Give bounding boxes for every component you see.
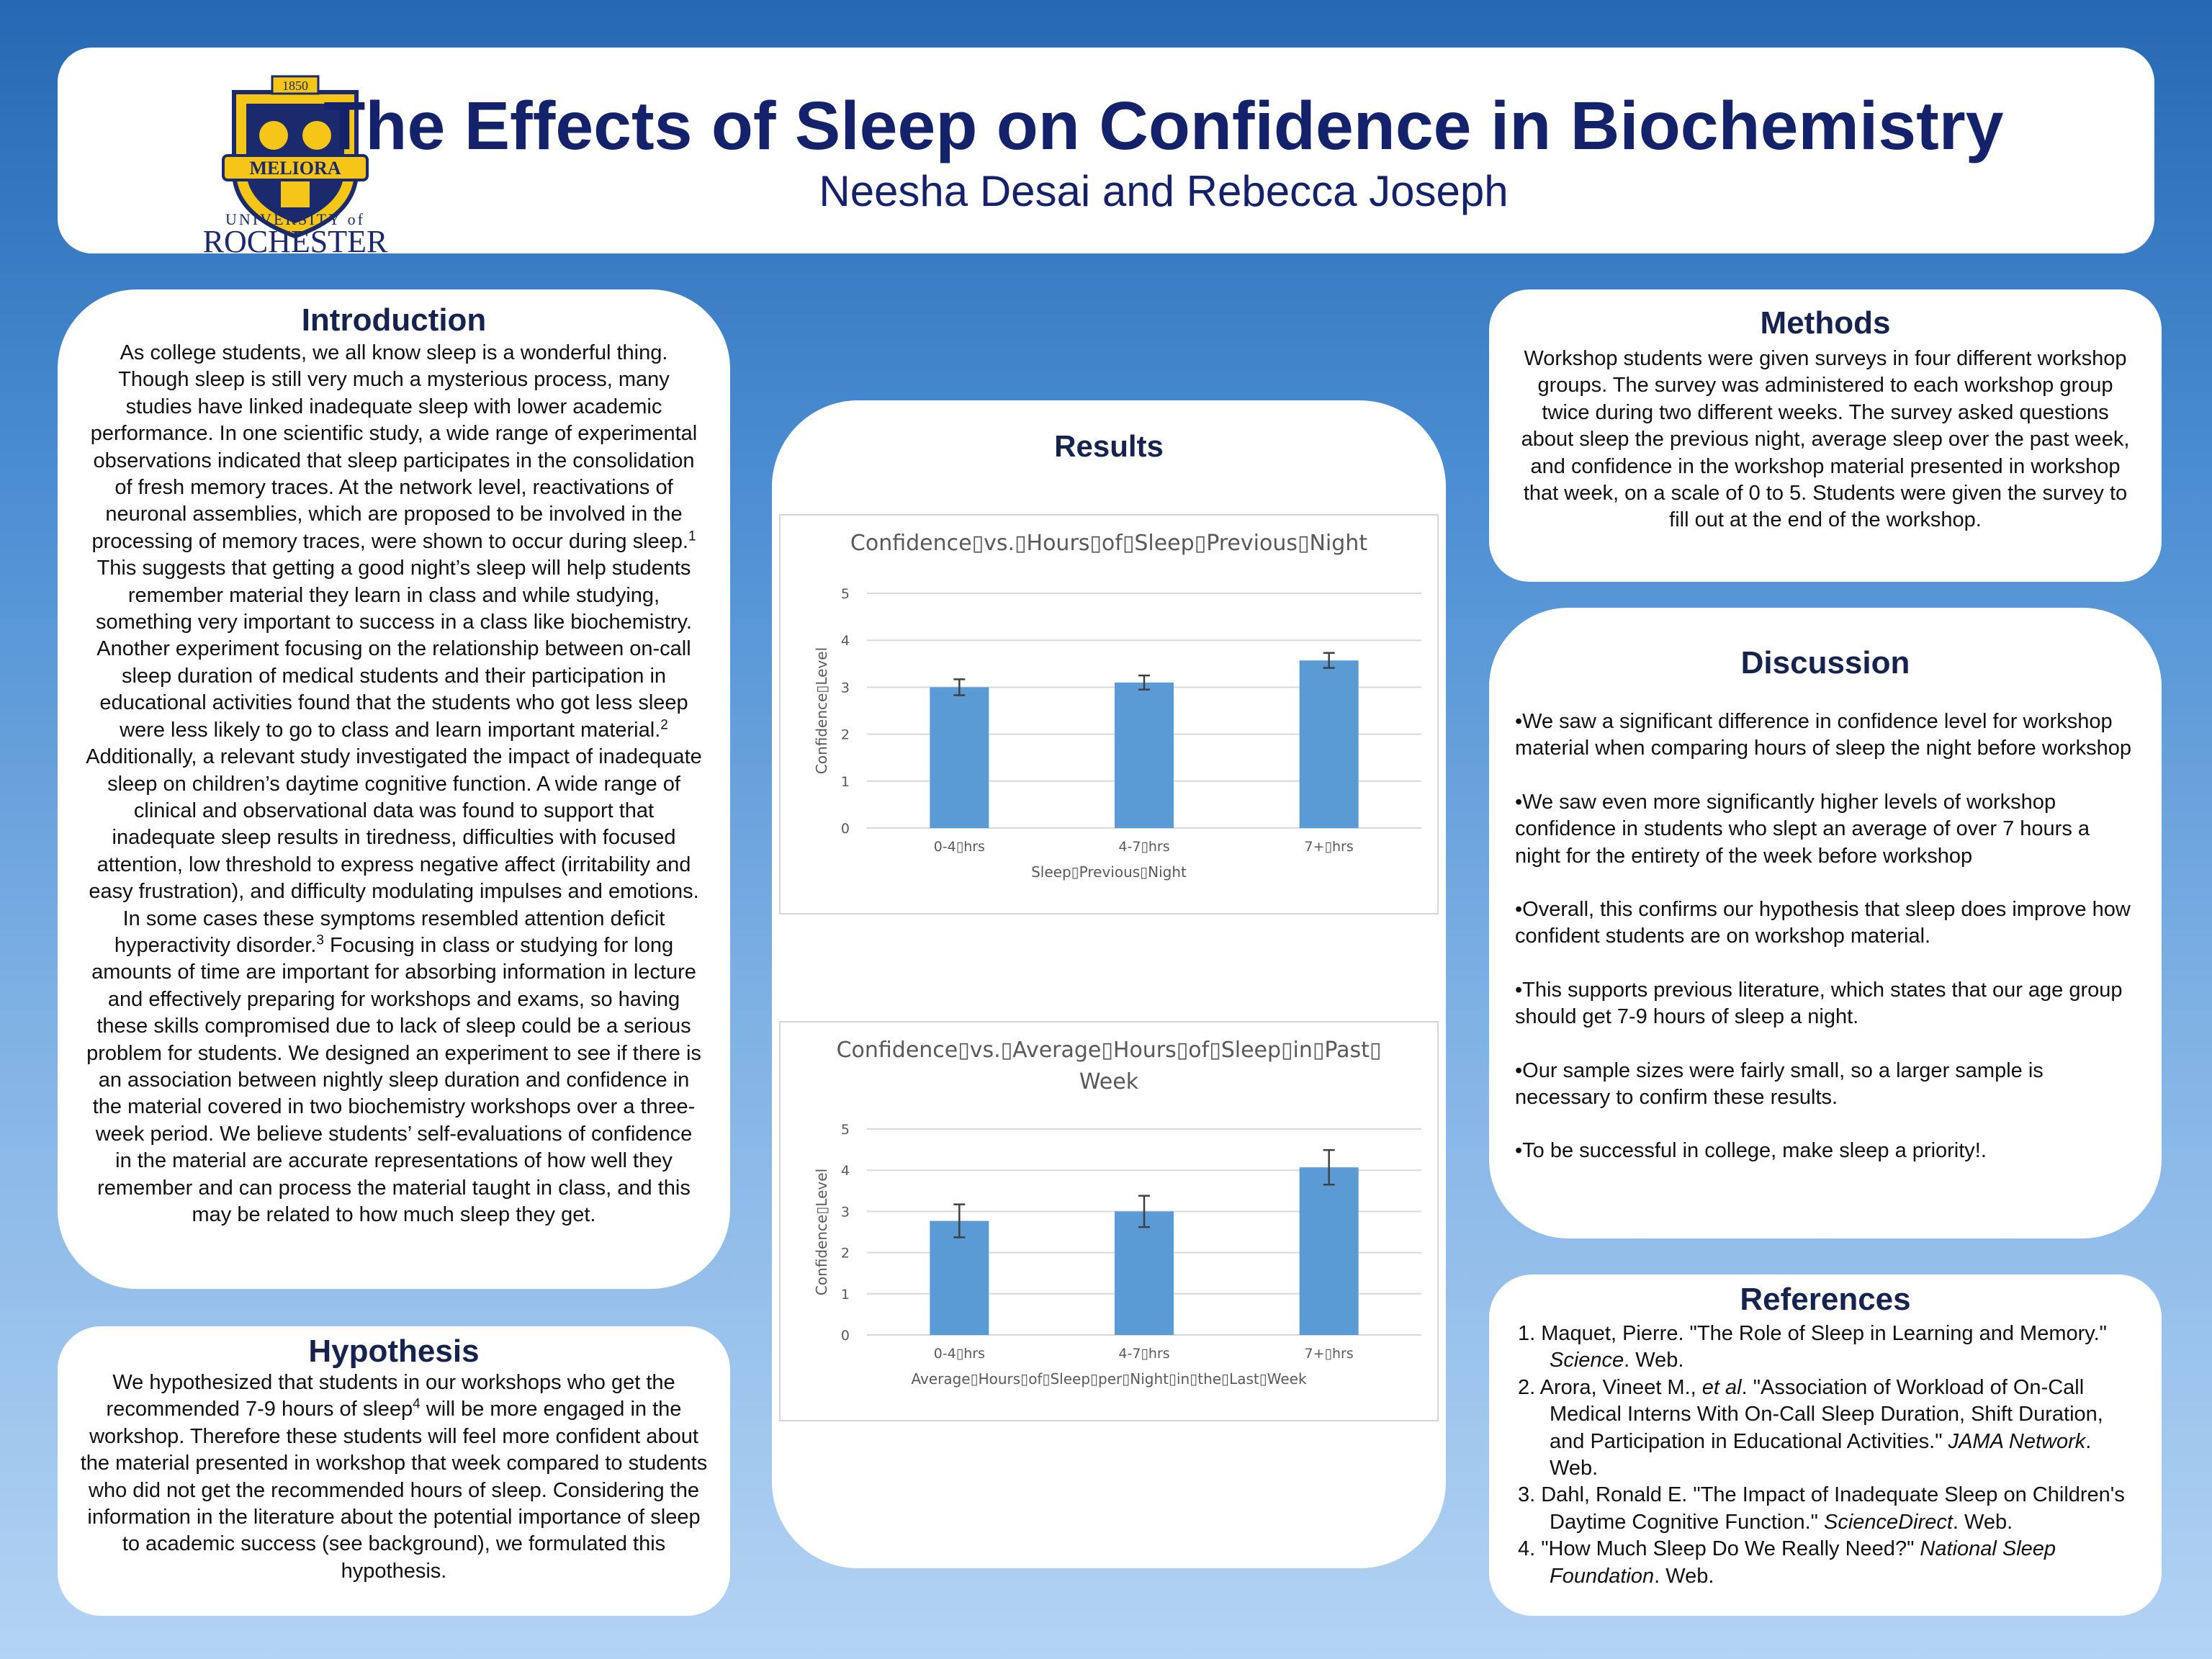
introduction-panel: [58, 289, 730, 1289]
results-heading: Results: [1054, 429, 1164, 463]
ref-text: . Web.: [1654, 1564, 1714, 1588]
y-tick-label: 0: [840, 1328, 850, 1344]
methods-panel: [1489, 289, 2162, 582]
x-tick-label: 7+▯hrs: [1304, 839, 1354, 855]
bar: [1115, 683, 1174, 828]
chart-title: Confidence▯vs.▯Average▯Hours▯of▯Sleep▯in▯Past▯: [836, 1038, 1382, 1063]
methods-heading: Methods: [1760, 305, 1891, 341]
x-tick-label: 0-4▯hrs: [933, 839, 985, 855]
intro-text-part: As college students, we all know sleep is a wonderful thing. Though sleep is still very much a mysterious process, many studies have linked inadequate sleep with lower academic performance. In one scientific study, a wide range of experimental observations indicated that sleep participates in the consolidation of fresh memory traces. At the network level, reactivations of neuronal assemblies, which are proposed to be involved in the processing of memory traces, were shown to occur during sleep.: [90, 341, 698, 553]
x-tick-label: 4-7▯hrs: [1118, 1346, 1170, 1362]
y-tick-label: 2: [840, 1245, 850, 1262]
chart-title: Confidence▯vs.▯Hours▯of▯Sleep▯Previous▯Night: [850, 531, 1368, 556]
citation-2: 2: [660, 717, 668, 733]
ref-source: National Sleep Foundation: [1550, 1537, 2056, 1588]
y-tick-label: 2: [840, 727, 850, 743]
reference-item: [1518, 1321, 2133, 1375]
hypothesis-panel: [58, 1326, 730, 1616]
y-tick-label: 1: [840, 773, 850, 790]
chart-average-sleep-week: [779, 1021, 1439, 1421]
intro-text-part: Focusing in class or studying for long amounts of time are important for absorbing information in lecture and effectively preparing for workshops and exams, so having these skills compromised due to lack of sleep could be a serious problem for students. We designed an experiment to see if there is an association between nightly sleep duration and confidence in the material covered in two biochemistry workshops over a three-week period. We believe students’ self-evaluations of confidence in the material are accurate representations of how well they remember and can process the material taught in class, and this may be related to how much sleep they get.: [86, 933, 701, 1226]
discussion-point: •We saw a significant difference in confidence level for workshop material when comparing hours of sleep the night before workshop: [1515, 710, 2131, 760]
y-axis-label: Confidence▯Level: [813, 1168, 830, 1296]
discussion-point: •This supports previous literature, which states that our age group should get 7-9 hours of sleep a night.: [1515, 978, 2123, 1029]
discussion-point: •We saw even more significantly higher levels of workshop confidence in students who slept an average of over 7 hours a night for the entirety of the week before workshop: [1515, 790, 2090, 868]
y-tick-label: 1: [840, 1286, 850, 1303]
discussion-panel: [1489, 608, 2162, 1238]
ref-text: . "Association of Workload of On-Call Medical Interns With On-Call Sleep Duration, Shift Duration, and Participation in Educational Activities.": [1550, 1375, 2103, 1453]
ref-text: 4. "How Much Sleep Do We Really Need?": [1518, 1537, 1920, 1561]
y-tick-label: 3: [840, 680, 850, 696]
ref-author-note: et al: [1701, 1375, 1742, 1399]
hypothesis-text: [79, 1370, 709, 1585]
y-tick-label: 4: [840, 1163, 850, 1179]
reference-item: [1518, 1375, 2133, 1483]
hypothesis-text-part: We hypothesized that students in our workshops who get the recommended 7-9 hours of sleep: [106, 1371, 675, 1421]
chart-svg: [781, 1022, 1437, 1420]
y-tick-label: 5: [840, 586, 850, 602]
x-tick-label: 7+▯hrs: [1304, 1346, 1354, 1362]
intro-text-part: Additionally, a relevant study investigated the impact of inadequate sleep on children’s daytime cognitive function. A wide range of clinical and observational data was found to support that inadequate sleep results in tiredness, difficulties with focused attention, low threshold to express negative affect (irritability and easy frustration), and difficulty modulating impulses and emotions. In some cases these symptoms resembled attention deficit hyperactivity disorder.: [86, 745, 702, 957]
x-axis-label: Sleep▯Previous▯Night: [1031, 863, 1187, 881]
bar: [1300, 1167, 1359, 1335]
methods-text: Workshop students were given surveys in four different workshop groups. The survey was administered to each workshop group twice during two different weeks. The survey asked questions about sleep the previous night, average sleep over the past week, and confidence in the workshop material presented in workshop that week, on a scale of 0 to 5. Students were given the survey to fill out at the end of the workshop.: [1521, 347, 2130, 532]
references-heading: References: [1740, 1282, 1911, 1317]
y-tick-label: 0: [840, 821, 850, 837]
ref-text: 1. Maquet, Pierre. "The Role of Sleep in Learning and Memory.": [1518, 1322, 2107, 1345]
discussion-point: •Overall, this confirms our hypothesis that sleep does improve how confident students are on workshop material.: [1515, 898, 2131, 948]
x-axis-label: Average▯Hours▯of▯Sleep▯per▯Night▯in▯the▯Last▯Week: [911, 1370, 1307, 1388]
y-tick-label: 4: [840, 633, 850, 649]
reference-item: [1518, 1536, 2133, 1590]
ref-text: 3. Dahl, Ronald E. "The Impact of Inadequate Sleep on Children's Daytime Cognitive Function.": [1518, 1483, 2125, 1534]
references-panel: [1489, 1274, 2162, 1616]
discussion-heading: Discussion: [1740, 645, 1910, 680]
citation-1: 1: [688, 529, 696, 544]
citation-4: 4: [413, 1396, 421, 1412]
ref-text: . Web.: [1624, 1349, 1684, 1372]
poster-title: The Effects of Sleep on Confidence in Biochemistry: [323, 88, 2004, 164]
header-banner: [58, 48, 2154, 259]
chart-sleep-previous-night: [779, 514, 1439, 914]
introduction-heading: Introduction: [301, 302, 487, 338]
hypothesis-heading: Hypothesis: [308, 1334, 480, 1369]
y-tick-label: 5: [840, 1122, 850, 1138]
discussion-point: •To be successful in college, make sleep a priority!.: [1515, 1139, 1987, 1163]
logo-university-line2: ROCHESTER: [202, 224, 388, 259]
chart-svg: [781, 516, 1437, 913]
bar: [1300, 660, 1359, 828]
intro-text-part: This suggests that getting a good night’s sleep will help students remember material they learn in class and while studying, something very important to success in a class like biochemistry. Another experiment focusing on the relationship between on-call sleep duration of medical students and their participation in educational activities found that the students who got less sleep were less likely to go to class and learn important material.: [96, 557, 692, 742]
poster-authors: Neesha Desai and Rebecca Joseph: [819, 167, 1509, 215]
ref-source: JAMA Network: [1948, 1429, 2086, 1453]
results-panel: [772, 400, 1446, 1568]
reference-item: [1518, 1482, 2133, 1536]
hypothesis-text-part: will be more engaged in the workshop. Therefore these students will feel more confident about the material presented in workshop that week compared to students who did not get the recommended hours of sleep. Considering the information in the literature about the potential importance of sleep to academic success (see background), we formulated this hypothesis.: [80, 1398, 708, 1583]
x-tick-label: 0-4▯hrs: [933, 1346, 985, 1362]
ref-source: Science: [1550, 1349, 1624, 1372]
logo-motto: MELIORA: [249, 158, 341, 179]
ref-text: . Web.: [1550, 1429, 2092, 1480]
logo-year: 1850: [282, 78, 308, 93]
y-tick-label: 3: [840, 1204, 850, 1220]
bar: [1115, 1211, 1174, 1335]
ref-text: 2. Arora, Vineet M.,: [1518, 1375, 1702, 1399]
discussion-point: •Our sample sizes were fairly small, so a larger sample is necessary to confirm these results.: [1515, 1058, 2044, 1110]
introduction-text: [85, 340, 703, 1228]
ref-source: ScienceDirect: [1824, 1510, 1953, 1534]
logo-university-line1: UNIVERSITY of: [225, 210, 365, 228]
x-tick-label: 4-7▯hrs: [1118, 839, 1170, 855]
bar: [930, 687, 989, 828]
y-axis-label: Confidence▯Level: [813, 647, 830, 775]
ref-text: . Web.: [1952, 1510, 2013, 1534]
citation-3: 3: [316, 932, 324, 948]
chart-title: Week: [1079, 1069, 1139, 1094]
